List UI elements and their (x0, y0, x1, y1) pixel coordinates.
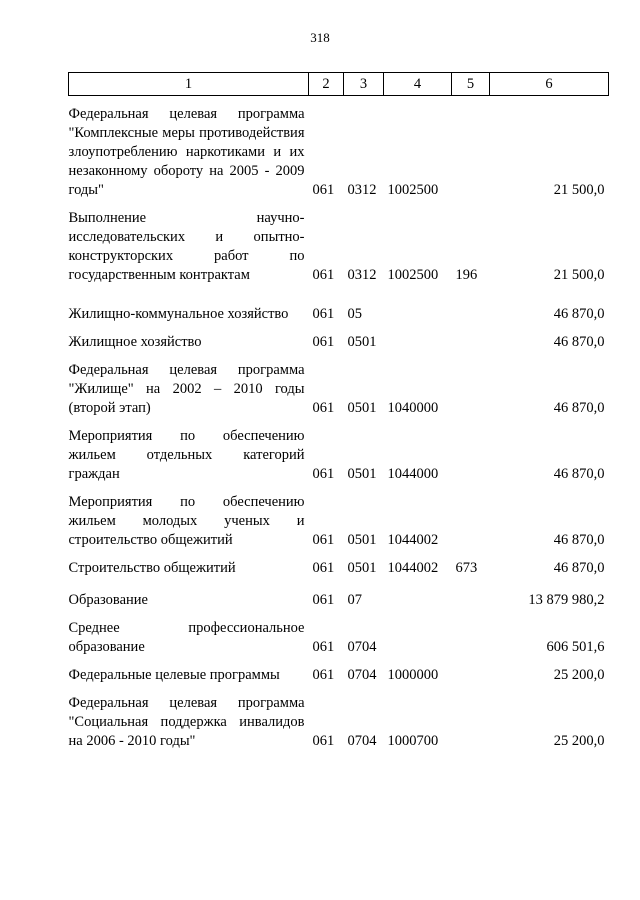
amount-cell: 25 200,0 (553, 667, 605, 683)
ministry-code-cell: 061 (312, 466, 335, 482)
expense-type-cell: 673 (455, 560, 478, 576)
expense-type-cell (452, 418, 490, 484)
budget-table (68, 72, 609, 751)
amount-cell: 46 870,0 (553, 560, 605, 576)
table-row (69, 484, 609, 550)
amount-cell: 13 879 980,2 (528, 592, 605, 608)
section-code-cell: 0312 (347, 267, 377, 283)
expense-type-cell (452, 484, 490, 550)
expense-type-cell (452, 578, 490, 610)
section-code-cell: 0501 (347, 400, 377, 416)
ministry-code-cell: 061 (312, 182, 335, 198)
target-article-cell: 1000000 (387, 667, 439, 683)
table-row (69, 657, 609, 685)
table-row (69, 200, 609, 285)
amount-cell: 46 870,0 (553, 306, 605, 322)
target-article-cell: 1044002 (387, 532, 439, 548)
row-name-cell: Мероприятия по обеспечению жильем молодых ученых и строительство общежитий (68, 494, 305, 548)
ministry-code-cell: 061 (312, 667, 335, 683)
target-article-cell: 1044002 (387, 560, 439, 576)
ministry-code-cell: 061 (312, 639, 335, 655)
expense-type-cell: 196 (455, 267, 478, 283)
row-name-cell: Выполнение научно-исследовательских и опытно-конструкторских работ по государственным контрактам (68, 210, 305, 283)
row-name-cell: Среднее профессиональное образование (68, 620, 305, 655)
ministry-code-cell: 061 (312, 733, 335, 749)
expense-type-cell (452, 285, 490, 324)
ministry-code-cell: 061 (312, 532, 335, 548)
column-number-header (69, 73, 609, 96)
expense-type-cell (452, 685, 490, 751)
table-row (69, 324, 609, 352)
ministry-code-cell: 061 (312, 267, 335, 283)
table-row (69, 96, 609, 201)
table-row (69, 418, 609, 484)
target-article-cell: 1040000 (387, 400, 439, 416)
page-number: 318 (310, 30, 330, 45)
row-name-cell: Федеральные целевые программы (68, 667, 280, 683)
ministry-code-cell: 061 (312, 400, 335, 416)
row-name-cell: Образование (68, 592, 148, 608)
column-header-3: 3 (344, 73, 384, 96)
table-row (69, 610, 609, 657)
section-code-cell: 07 (347, 592, 362, 608)
target-article-cell (384, 578, 452, 610)
amount-cell: 46 870,0 (553, 334, 605, 350)
target-article-cell: 1000700 (387, 733, 439, 749)
expense-type-cell (452, 96, 490, 201)
ministry-code-cell: 061 (312, 560, 335, 576)
amount-cell: 46 870,0 (553, 532, 605, 548)
row-name-cell: Жилищно-коммунальное хозяйство (68, 306, 289, 322)
section-code-cell: 0501 (347, 560, 377, 576)
ministry-code-cell: 061 (312, 592, 335, 608)
row-name-cell: Мероприятия по обеспечению жильем отдельных категорий граждан (68, 428, 305, 482)
table-row (69, 550, 609, 578)
row-name-cell: Федеральная целевая программа "Жилище" на 2002 – 2010 годы (второй этап) (68, 362, 305, 416)
row-name-cell: Строительство общежитий (68, 560, 236, 576)
section-code-cell: 0312 (347, 182, 377, 198)
target-article-cell: 1002500 (387, 267, 439, 283)
amount-cell: 46 870,0 (553, 400, 605, 416)
section-code-cell: 05 (347, 306, 362, 322)
table-row (69, 285, 609, 324)
amount-cell: 606 501,6 (546, 639, 605, 655)
section-code-cell: 0501 (347, 466, 377, 482)
target-article-cell (384, 610, 452, 657)
ministry-code-cell: 061 (312, 334, 335, 350)
expense-type-cell (452, 657, 490, 685)
amount-cell: 25 200,0 (553, 733, 605, 749)
amount-cell: 21 500,0 (553, 267, 605, 283)
column-header-5: 5 (452, 73, 490, 96)
table-row (69, 578, 609, 610)
target-article-cell (384, 285, 452, 324)
expense-type-cell (452, 324, 490, 352)
target-article-cell: 1044000 (387, 466, 439, 482)
section-code-cell: 0501 (347, 334, 377, 350)
table-row (69, 352, 609, 418)
section-code-cell: 0704 (347, 639, 377, 655)
row-name-cell: Жилищное хозяйство (68, 334, 202, 350)
target-article-cell (384, 324, 452, 352)
column-header-2: 2 (309, 73, 344, 96)
row-name-cell: Федеральная целевая программа "Социальная поддержка инвалидов на 2006 - 2010 годы" (68, 695, 305, 749)
amount-cell: 21 500,0 (553, 182, 605, 198)
section-code-cell: 0704 (347, 667, 377, 683)
table-row (69, 685, 609, 751)
expense-type-cell (452, 610, 490, 657)
ministry-code-cell: 061 (312, 306, 335, 322)
column-header-6: 6 (490, 73, 609, 96)
column-header-1: 1 (69, 73, 309, 96)
expense-type-cell (452, 352, 490, 418)
column-header-4: 4 (384, 73, 452, 96)
row-name-cell: Федеральная целевая программа "Комплексные меры противодействия злоупотреблению наркотиками и их незаконному обороту на 2005 - 2009 годы" (68, 106, 305, 198)
target-article-cell: 1002500 (387, 182, 439, 198)
section-code-cell: 0704 (347, 733, 377, 749)
section-code-cell: 0501 (347, 532, 377, 548)
amount-cell: 46 870,0 (553, 466, 605, 482)
